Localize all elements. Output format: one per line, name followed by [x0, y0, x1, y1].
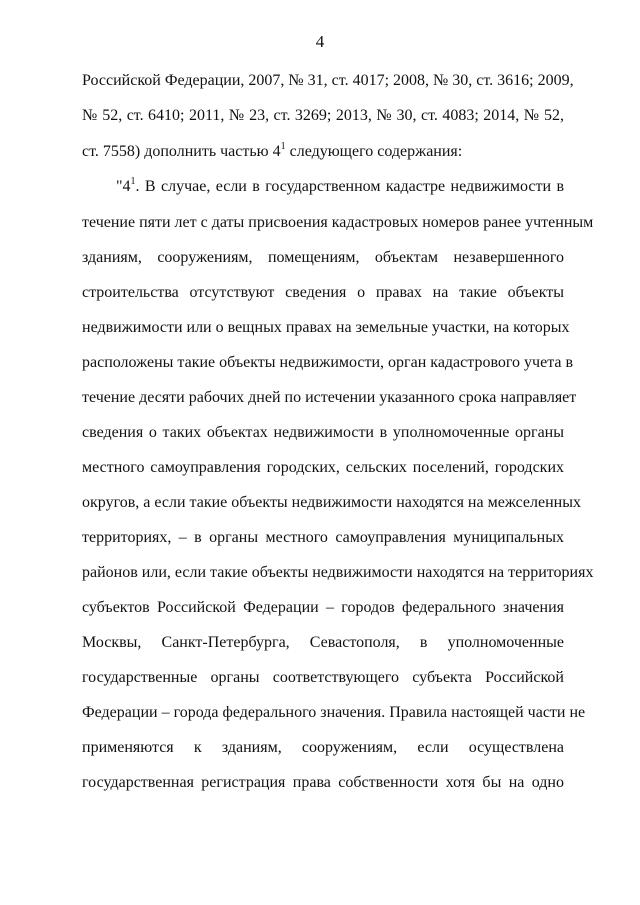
text-line: расположены такие объекты недвижимости, орган кадастрового учета в [82, 354, 574, 371]
text-line [116, 177, 564, 197]
superscript: 1 [130, 176, 136, 187]
superscript: 1 [280, 141, 286, 152]
text-line: государственная регистрация права собственности хотя бы на одно [82, 774, 564, 791]
text-line: территориях, – в органы местного самоуправления муниципальных [82, 529, 564, 546]
text-line: Российской Федерации, 2007, № 31, ст. 4017; 2008, № 30, ст. 3616; 2009, [82, 72, 574, 89]
text-line: Федерации – города федерального значения. Правила настоящей части не [82, 704, 586, 721]
text-line: течение десяти рабочих дней по истечении указанного срока направляет [82, 389, 577, 406]
text-line: районов или, если такие объекты недвижимости находятся на территориях [82, 564, 594, 581]
text-line [82, 142, 564, 162]
text-line: местного самоуправления городских, сельских поселений, городских [82, 459, 564, 476]
page-number: 4 [315, 32, 325, 51]
text-line: Москвы, Санкт-Петербурга, Севастополя, в уполномоченные [82, 634, 564, 651]
text-run: . В случае, если в государственном кадастре недвижимости в [135, 178, 564, 195]
text-line: зданиям, сооружениям, помещениям, объектам незавершенного [82, 249, 564, 266]
text-run: ст. 7558) дополнить частью 4 [82, 143, 281, 160]
text-line: сведения о таких объектах недвижимости в уполномоченные органы [82, 424, 564, 441]
text-line: государственные органы соответствующего субъекта Российской [82, 669, 564, 686]
text-line: субъектов Российской Федерации – городов федерального значения [82, 599, 564, 616]
text-line: строительства отсутствуют сведения о правах на такие объекты [82, 284, 564, 301]
text-line: применяются к зданиям, сооружениям, если осуществлена [82, 739, 564, 756]
text-run: следующего содержания: [285, 143, 463, 160]
text-line: течение пяти лет с даты присвоения кадастровых номеров ранее учтенным [82, 214, 594, 231]
text-line: округов, а если такие объекты недвижимости находятся на межселенных [82, 494, 581, 511]
text-line: недвижимости или о вещных правах на земельные участки, на которых [82, 319, 570, 336]
text-line: № 52, ст. 6410; 2011, № 23, ст. 3269; 2013, № 30, ст. 4083; 2014, № 52, [82, 107, 564, 124]
text-run: "4 [116, 178, 131, 195]
